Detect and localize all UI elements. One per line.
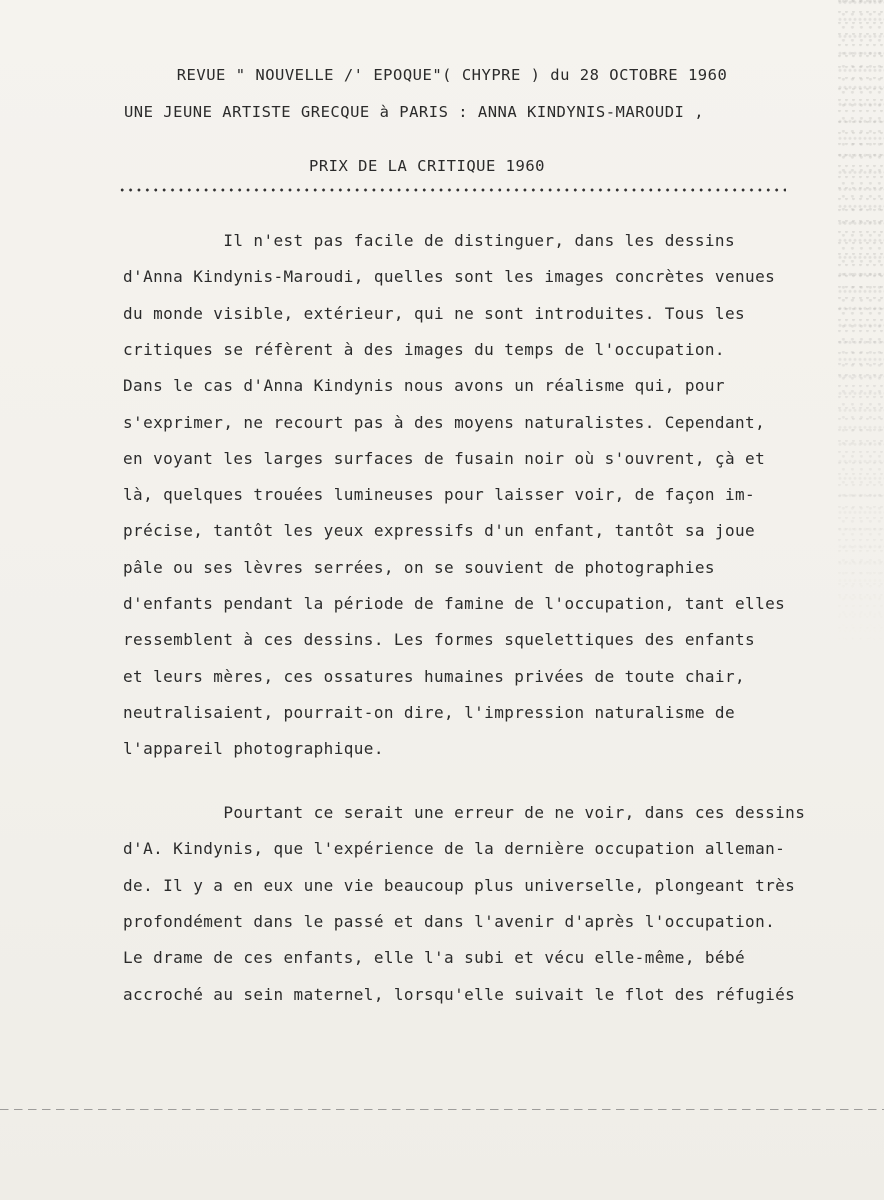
header-line-3: PRIX DE LA CRITIQUE 1960 (309, 157, 545, 175)
body-line: d'A. Kindynis, que l'expérience de la dernière occupation alleman- (123, 839, 786, 859)
body-line: accroché au sein maternel, lorsqu'elle suivait le flot des réfugiés (123, 984, 796, 1004)
body-line: du monde visible, extérieur, qui ne sont introduites. Tous les (123, 303, 746, 323)
body-line: de. Il y a en eux une vie beaucoup plus universelle, plongeant très (123, 875, 796, 895)
body-line: pâle ou ses lèvres serrées, on se souvient de photographies (123, 557, 715, 577)
header-line-2: UNE JEUNE ARTISTE GRECQUE à PARIS : ANNA KINDYNIS-MAROUDI , (123, 103, 705, 121)
body-line: là, quelques trouées lumineuses pour laisser voir, de façon im- (123, 485, 756, 505)
body-line: en voyant les larges surfaces de fusain noir où s'ouvrent, çà et (123, 448, 766, 468)
body-line: critiques se réfèrent à des images du temps de l'occupation. (123, 339, 725, 359)
body-line: précise, tantôt les yeux expressifs d'un enfant, tantôt sa joue (123, 521, 756, 541)
body-line: profondément dans le passé et dans l'avenir d'après l'occupation. (123, 911, 776, 931)
body-line: ressemblent à ces dessins. Les formes squelettiques des enfants (123, 630, 756, 650)
body-line: Pourtant ce serait une erreur de ne voir, dans ces dessins (123, 803, 806, 822)
body-line: Il n'est pas facile de distinguer, dans les dessins (123, 231, 736, 250)
body-line: d'Anna Kindynis-Maroudi, quelles sont les images concrètes venues (123, 267, 776, 287)
body-line: neutralisaient, pourrait-on dire, l'impression naturalisme de (123, 702, 736, 722)
footer-dashed-rule (0, 1109, 884, 1111)
body-line: d'enfants pendant la période de famine de l'occupation, tant elles (123, 594, 786, 613)
body-line: l'appareil photographique. (123, 739, 384, 759)
body-line: Le drame de ces enfants, elle l'a subi et vécu elle-même, bébé (123, 948, 746, 968)
scan-edge-noise (838, 0, 884, 1200)
header-line-1: REVUE " NOUVELLE /' EPOQUE"( CHYPRE ) du 28 OCTOBRE 1960 (176, 66, 728, 84)
dotted-separator (118, 188, 786, 192)
body-line: Dans le cas d'Anna Kindynis nous avons un réalisme qui, pour (123, 376, 725, 396)
body-line: et leurs mères, ces ossatures humaines privées de toute chair, (123, 666, 746, 686)
body-line: s'exprimer, ne recourt pas à des moyens naturalistes. Cependant, (123, 412, 766, 432)
